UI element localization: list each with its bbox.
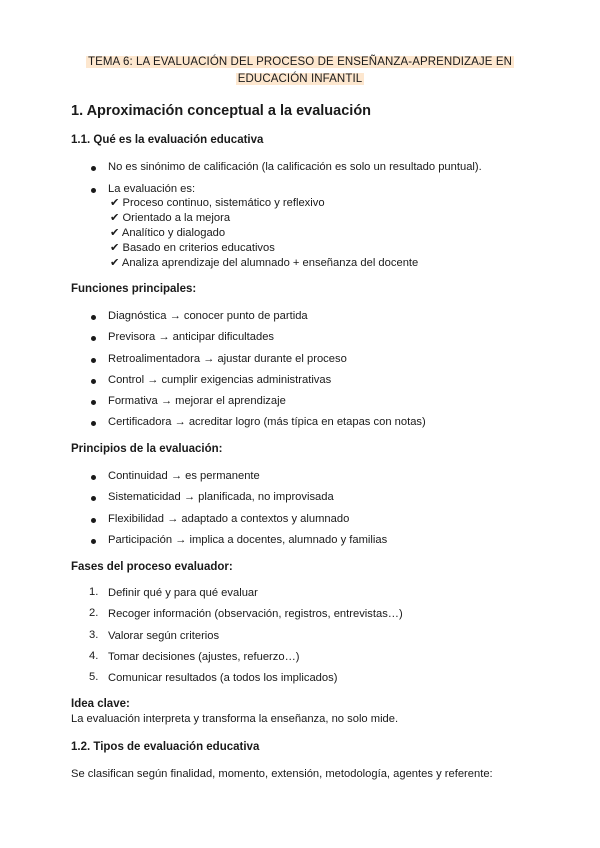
check-item: ✔ Proceso continuo, sistemático y reflexivo (110, 197, 325, 209)
title-line-2: EDUCACIÓN INFANTIL (237, 73, 363, 85)
list-item: Certificadora → acreditar logro (más típica en etapas con notas) (108, 416, 426, 428)
bullet-dot (91, 421, 96, 426)
subsection-heading-1-1: 1.1. Qué es la evaluación educativa (71, 134, 264, 146)
bullet-dot (91, 188, 96, 193)
list-item: No es sinónimo de calificación (la calificación es solo un resultado puntual). (108, 161, 482, 173)
numbered-item: Valorar según criterios (108, 630, 220, 642)
list-item: La evaluación es: (108, 183, 196, 195)
bullet-dot (91, 379, 96, 384)
check-item: ✔ Orientado a la mejora (110, 212, 231, 224)
list-item: Diagnóstica → conocer punto de partida (108, 310, 308, 322)
check-item: ✔ Analítico y dialogado (110, 227, 226, 239)
section-heading: 1. Aproximación conceptual a la evaluación (71, 103, 372, 119)
bullet-dot (91, 166, 96, 171)
list-number: 5. (89, 671, 99, 683)
list-item: Formativa → mejorar el aprendizaje (108, 395, 286, 407)
list-number: 2. (89, 607, 99, 619)
list-item: Control → cumplir exigencias administrativas (108, 374, 332, 386)
title-line-1: TEMA 6: LA EVALUACIÓN DEL PROCESO DE ENSEÑANZA-APRENDIZAJE EN (87, 56, 513, 68)
list-number: 1. (89, 586, 99, 598)
document-title (0, 54, 600, 88)
list-item: Previsora → anticipar dificultades (108, 331, 275, 343)
list-item: Continuidad → es permanente (108, 470, 260, 482)
numbered-item: Tomar decisiones (ajustes, refuerzo…) (108, 651, 300, 663)
phases-heading: Fases del proceso evaluador: (71, 561, 233, 573)
bullet-dot (91, 539, 96, 544)
list-item: Retroalimentadora → ajustar durante el proceso (108, 353, 347, 365)
list-item: Flexibilidad → adaptado a contextos y alumnado (108, 513, 350, 525)
subsection-heading-1-2: 1.2. Tipos de evaluación educativa (71, 741, 260, 753)
bullet-dot (91, 315, 96, 320)
numbered-item: Comunicar resultados (a todos los implicados) (108, 672, 338, 684)
functions-heading: Funciones principales: (71, 283, 197, 295)
list-number: 4. (89, 650, 99, 662)
list-item: Sistematicidad → planificada, no improvisada (108, 491, 334, 503)
check-item: ✔ Analiza aprendizaje del alumnado + enseñanza del docente (110, 257, 419, 269)
bullet-dot (91, 475, 96, 480)
check-item: ✔ Basado en criterios educativos (110, 242, 275, 254)
bullet-dot (91, 496, 96, 501)
key-idea-heading: Idea clave: (71, 698, 130, 710)
bullet-dot (91, 400, 96, 405)
list-number: 3. (89, 629, 99, 641)
bullet-dot (91, 358, 96, 363)
numbered-item: Recoger información (observación, registros, entrevistas…) (108, 608, 403, 620)
numbered-item: Definir qué y para qué evaluar (108, 587, 258, 599)
bullet-dot (91, 518, 96, 523)
key-idea-text: La evaluación interpreta y transforma la enseñanza, no solo mide. (71, 713, 399, 725)
list-item: Participación → implica a docentes, alumnado y familias (108, 534, 388, 546)
paragraph: Se clasifican según finalidad, momento, extensión, metodología, agentes y referente: (71, 768, 493, 780)
principles-heading: Principios de la evaluación: (71, 443, 223, 455)
bullet-dot (91, 336, 96, 341)
